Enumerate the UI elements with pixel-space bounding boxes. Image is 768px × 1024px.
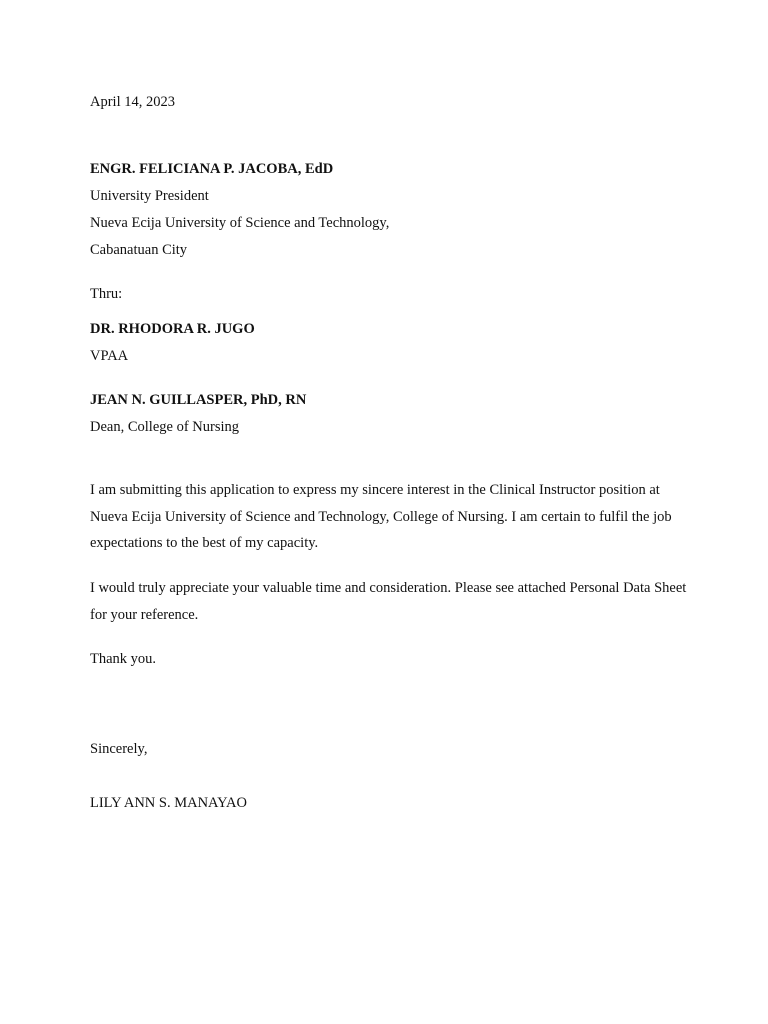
recipient-city: Cabanatuan City [90, 242, 188, 258]
letter-closing: Sincerely, [90, 741, 148, 757]
recipient-name: ENGR. FELICIANA P. JACOBA, EdD [90, 161, 334, 177]
body-paragraph-1: I am submitting this application to express my sincere interest in the Clinical Instructor position at Nueva Ecija University of Science and Technology, College of Nursing. I am certain to fulfil the job expectations to the best of my capacity. [90, 482, 672, 551]
body-paragraph-3: Thank you. [90, 651, 157, 667]
thru-2-title: Dean, College of Nursing [90, 419, 239, 435]
recipient-institution: Nueva Ecija University of Science and Technology, [90, 215, 390, 231]
thru-label: Thru: [90, 286, 123, 302]
signatory-name: LILY ANN S. MANAYAO [90, 795, 247, 811]
thru-2-name: JEAN N. GUILLASPER, PhD, RN [90, 392, 307, 408]
thru-1-name: DR. RHODORA R. JUGO [90, 321, 255, 337]
thru-1-title: VPAA [90, 348, 129, 364]
body-paragraph-2: I would truly appreciate your valuable time and consideration. Please see attached Personal Data Sheet for your reference. [90, 580, 687, 623]
recipient-title: University President [90, 188, 209, 204]
letter-date: April 14, 2023 [90, 94, 175, 110]
